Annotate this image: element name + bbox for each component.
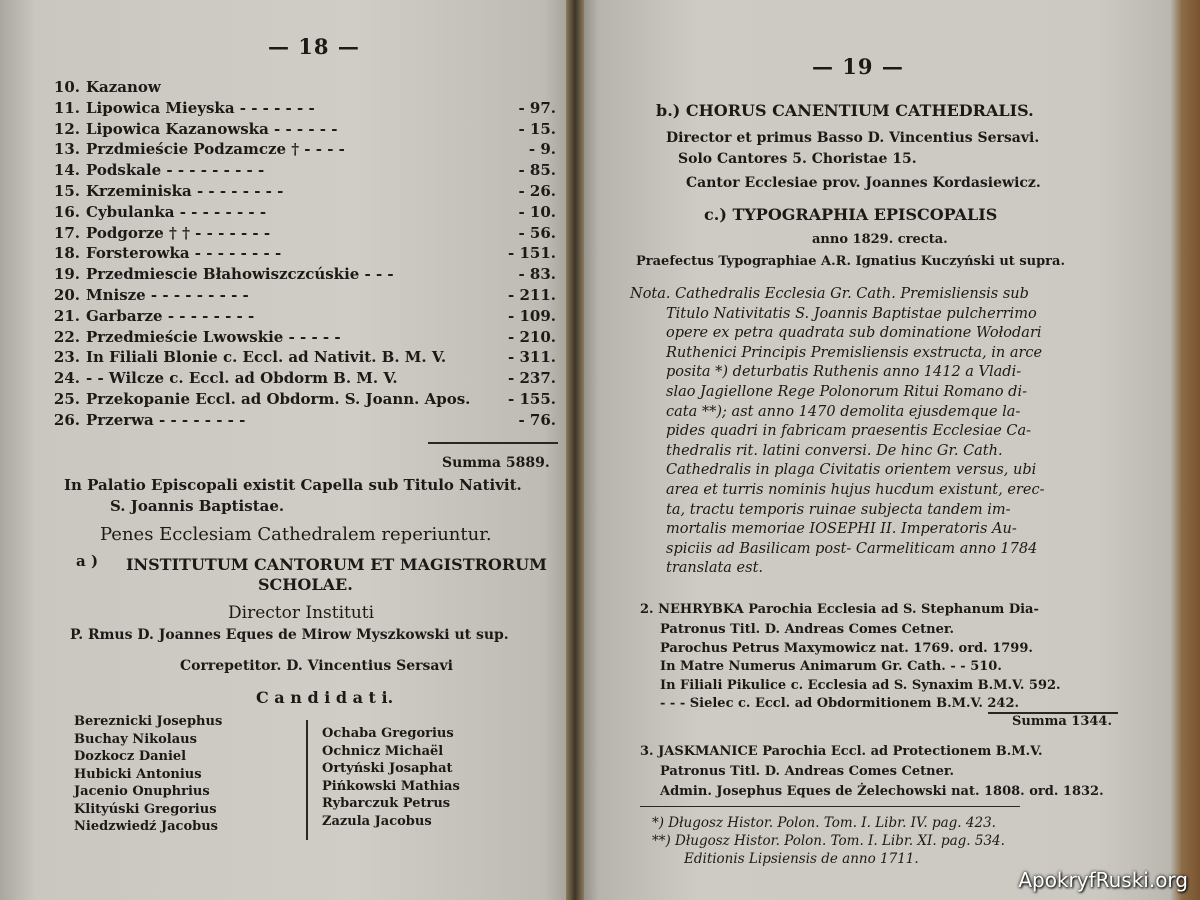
penes-heading: Penes Ecclesiam Cathedralem reperiuntur.	[100, 524, 492, 545]
parish-row	[42, 244, 281, 262]
nota-line: translata est.	[666, 560, 764, 577]
parish-name: Przdmieście Podzamcze † - - - -	[86, 140, 345, 159]
nota-line: spiciis ad Basilicam post- Carmeliticam anno 1784	[666, 540, 1038, 557]
candidate-name: Niedzwiedź Jacobus	[74, 819, 218, 834]
parish-row	[42, 411, 245, 429]
chorus-title: b.) CHORUS CANENTIUM CATHEDRALIS.	[656, 101, 1034, 120]
typographia-title: c.) TYPOGRAPHIA EPISCOPALIS	[704, 205, 998, 224]
institutum-title-1: INSTITUTUM CANTORUM ET MAGISTRORUM	[126, 555, 547, 574]
footnote-line: **) Długosz Histor. Polon. Tom. I. Libr. XI. pag. 534.	[652, 833, 1005, 849]
parish-value: - 83.	[518, 265, 556, 284]
candidate-name: Ortyński Josaphat	[322, 761, 453, 776]
parish-number: 24.	[53, 369, 80, 388]
parish-number: 13.	[53, 140, 80, 159]
candidate-name: Klityúski Gregorius	[74, 801, 217, 817]
parish-number: 12.	[53, 119, 80, 138]
candidate-name: Jacenio Onuphrius	[74, 784, 210, 799]
nota-line: ta, tractu temporis ruinae subjecta tandem im-	[666, 501, 1011, 518]
section-a-label: a )	[76, 552, 99, 570]
parish-number: 17.	[53, 223, 80, 242]
parish-value: - 56.	[518, 223, 556, 242]
parish-value: - 10.	[518, 202, 556, 221]
typographia-line-2: Praefectus Typographiae A.R. Ignatius Kuczyński ut supra.	[636, 254, 1065, 269]
parish-name: Forsterowka - - - - - - - -	[86, 244, 282, 263]
page-number-right: — 19 —	[812, 54, 904, 79]
parish-number: 26.	[53, 410, 80, 429]
parish-number: 25.	[53, 390, 80, 408]
director-heading: Director Instituti	[228, 603, 375, 623]
parish-row	[42, 140, 345, 158]
chorus-line-1: Director et primus Basso D. Vincentius Sersavi.	[666, 130, 1040, 146]
nota-line: Ruthenici Principis Premisliensis exstructa, in arce	[666, 344, 1043, 361]
nehrybka-line: Patronus Titl. D. Andreas Comes Cetner.	[660, 622, 955, 637]
candidati-heading: C a n d i d a t i.	[256, 688, 394, 707]
nota-line: slao Jagiellone Rege Polonorum Ritui Romano di-	[666, 384, 1027, 400]
parish-row	[42, 203, 266, 221]
nota-line: area et turris nominis hujus hucdum existunt, erec-	[666, 482, 1045, 498]
parish-name: Przedmieście Lwowskie - - - - -	[86, 327, 341, 346]
parish-value: - 311.	[508, 348, 556, 367]
parish-name: In Filiali Blonie c. Eccl. ad Nativit. B. M. V.	[86, 348, 447, 367]
parish-number: 18.	[53, 244, 80, 263]
parish-name: Podgorze † † - - - - - - -	[86, 223, 271, 242]
correpetitor: Correpetitor. D. Vincentius Sersavi	[180, 658, 453, 674]
candidate-name: Ochnicz Michaël	[322, 743, 444, 759]
candidate-name: Bereznicki Josephus	[74, 714, 223, 729]
parish-value: - 9.	[528, 140, 556, 159]
parish-row	[42, 224, 270, 242]
parish-row	[42, 182, 283, 200]
parish-name: Przedmiescie Błahowiszczcúskie - - -	[86, 265, 394, 284]
nehrybka-line: - - - Sielec c. Eccl. ad Obdormitionem B.M.V. 242.	[660, 696, 1020, 711]
parish-number: 21.	[53, 306, 80, 325]
parish-number: 20.	[53, 286, 80, 304]
nota-line: opere ex petra quadrata sub dominatione Wołodari	[666, 325, 1042, 342]
nota-line: mortalis memoriae IOSEPHI II. Imperatoris Au-	[666, 521, 1017, 538]
candidates-divider	[306, 720, 308, 840]
jaskmanice-title: 3. JASKMANICE Parochia Eccl. ad Protectionem B.M.V.	[640, 744, 1043, 759]
parish-number: 14.	[53, 161, 80, 180]
parish-row	[42, 161, 264, 179]
page-number-left: — 18 —	[268, 34, 360, 59]
parish-name: Lipowica Mieyska - - - - - - -	[86, 98, 315, 117]
summa-left: Summa 5889.	[442, 455, 550, 471]
nehrybka-title: 2. NEHRYBKA Parochia Ecclesia ad S. Stephanum Dia-	[640, 602, 1039, 617]
institutum-title-2: SCHOLAE.	[258, 575, 353, 594]
parish-name: - - Wilcze c. Eccl. ad Obdorm B. M. V.	[86, 369, 398, 388]
chorus-line-2: Solo Cantores 5. Choristae 15.	[678, 151, 917, 167]
nota-line: posita *) deturbatis Ruthenis anno 1412 a Vladi-	[666, 364, 1022, 381]
candidate-name: Zazula Jacobus	[322, 813, 432, 829]
parish-name: Przerwa - - - - - - - -	[86, 410, 246, 429]
parish-number: 10.	[53, 78, 80, 96]
palatio-line-2: S. Joannis Baptistae.	[110, 497, 285, 515]
footnote-line: Editionis Lipsiensis de anno 1711.	[684, 851, 919, 867]
parish-value: - 15.	[518, 119, 556, 138]
footnote-rule	[640, 806, 1020, 807]
parish-value: - 85.	[518, 161, 556, 180]
summa-rule	[428, 442, 558, 444]
parish-number: 16.	[53, 202, 80, 221]
nota-line: thedralis rit. latini conversi. De hinc Gr. Cath.	[666, 442, 1003, 459]
parish-value: - 237.	[508, 369, 556, 388]
director-name: P. Rmus D. Joannes Eques de Mirow Myszkowski ut sup.	[70, 627, 509, 643]
parish-row	[42, 348, 446, 366]
nehrybka-line: Parochus Petrus Maxymowicz nat. 1769. ord. 1799.	[660, 640, 1033, 656]
parish-row	[42, 328, 341, 346]
parish-row	[42, 78, 161, 96]
palatio-line-1: In Palatio Episcopali existit Capella sub Titulo Nativit.	[64, 476, 522, 494]
nota-line: pides quadri in fabricam praesentis Ecclesiae Ca-	[666, 423, 1032, 440]
parish-number: 22.	[53, 327, 80, 346]
parish-value: - 97.	[518, 98, 556, 117]
parish-value: - 155.	[508, 390, 556, 408]
candidate-name: Hubicki Antonius	[74, 766, 202, 782]
jaskmanice-line: Admin. Josephus Eques de Żelechowski nat. 1808. ord. 1832.	[660, 784, 1104, 799]
parish-row	[42, 369, 398, 387]
chorus-line-3: Cantor Ecclesiae prov. Joannes Kordasiewicz.	[686, 175, 1041, 191]
parish-value: - 109.	[508, 306, 556, 325]
parish-row	[42, 99, 315, 117]
book-edge	[1170, 0, 1200, 900]
candidate-name: Buchay Nikolaus	[74, 731, 197, 747]
nehrybka-line: In Matre Numerus Animarum Gr. Cath. - - 510.	[660, 659, 1002, 674]
nota-line: Cathedralis in plaga Civitatis orientem versus, ubi	[666, 462, 1037, 479]
nota-line: Nota. Cathedralis Ecclesia Gr. Cath. Premisliensis sub	[630, 286, 1029, 302]
jaskmanice-line: Patronus Titl. D. Andreas Comes Cetner.	[660, 764, 955, 779]
parish-name: Mnisze - - - - - - - - -	[86, 286, 249, 304]
summa-right: Summa 1344.	[1012, 714, 1113, 729]
watermark: ApokryfRuski.org	[1018, 868, 1188, 892]
parish-name: Kazanow	[86, 78, 161, 96]
parish-value: - 151.	[508, 244, 556, 263]
candidate-name: Rybarczuk Petrus	[322, 796, 451, 811]
candidate-name: Ochaba Gregorius	[322, 726, 454, 741]
parish-row	[42, 307, 254, 325]
nehrybka-line: In Filiali Pikulice c. Ecclesia ad S. Synaxim B.M.V. 592.	[660, 677, 1061, 693]
nota-line: cata **); ast anno 1470 demolita ejusdemque la-	[666, 403, 1021, 420]
parish-value: - 211.	[508, 286, 556, 304]
parish-number: 15.	[53, 182, 80, 200]
parish-row	[42, 120, 337, 138]
parish-value: - 210.	[508, 327, 556, 346]
parish-row	[42, 390, 470, 408]
typographia-line-1: anno 1829. crecta.	[812, 232, 948, 247]
parish-name: Lipowica Kazanowska - - - - - -	[86, 119, 338, 138]
parish-value: - 76.	[518, 410, 556, 429]
parish-value: - 26.	[518, 182, 556, 200]
candidate-name: Pińkowski Mathias	[322, 778, 460, 794]
book-gutter	[566, 0, 584, 900]
parish-name: Cybulanka - - - - - - - -	[86, 202, 267, 221]
parish-number: 19.	[53, 265, 80, 284]
nota-line: Titulo Nativitatis S. Joannis Baptistae pulcherrimo	[666, 305, 1037, 322]
candidate-name: Dozkocz Daniel	[74, 749, 187, 764]
footnote-line: *) Długosz Histor. Polon. Tom. I. Libr. IV. pag. 423.	[652, 815, 996, 831]
parish-name: Garbarze - - - - - - - -	[86, 306, 255, 325]
parish-number: 11.	[53, 98, 80, 117]
parish-name: Krzeminiska - - - - - - - -	[86, 182, 284, 200]
parish-name: Przekopanie Eccl. ad Obdorm. S. Joann. Apos.	[86, 390, 471, 408]
parish-row	[42, 265, 394, 283]
parish-name: Podskale - - - - - - - - -	[86, 161, 265, 180]
parish-number: 23.	[53, 348, 80, 367]
parish-row	[42, 286, 249, 304]
